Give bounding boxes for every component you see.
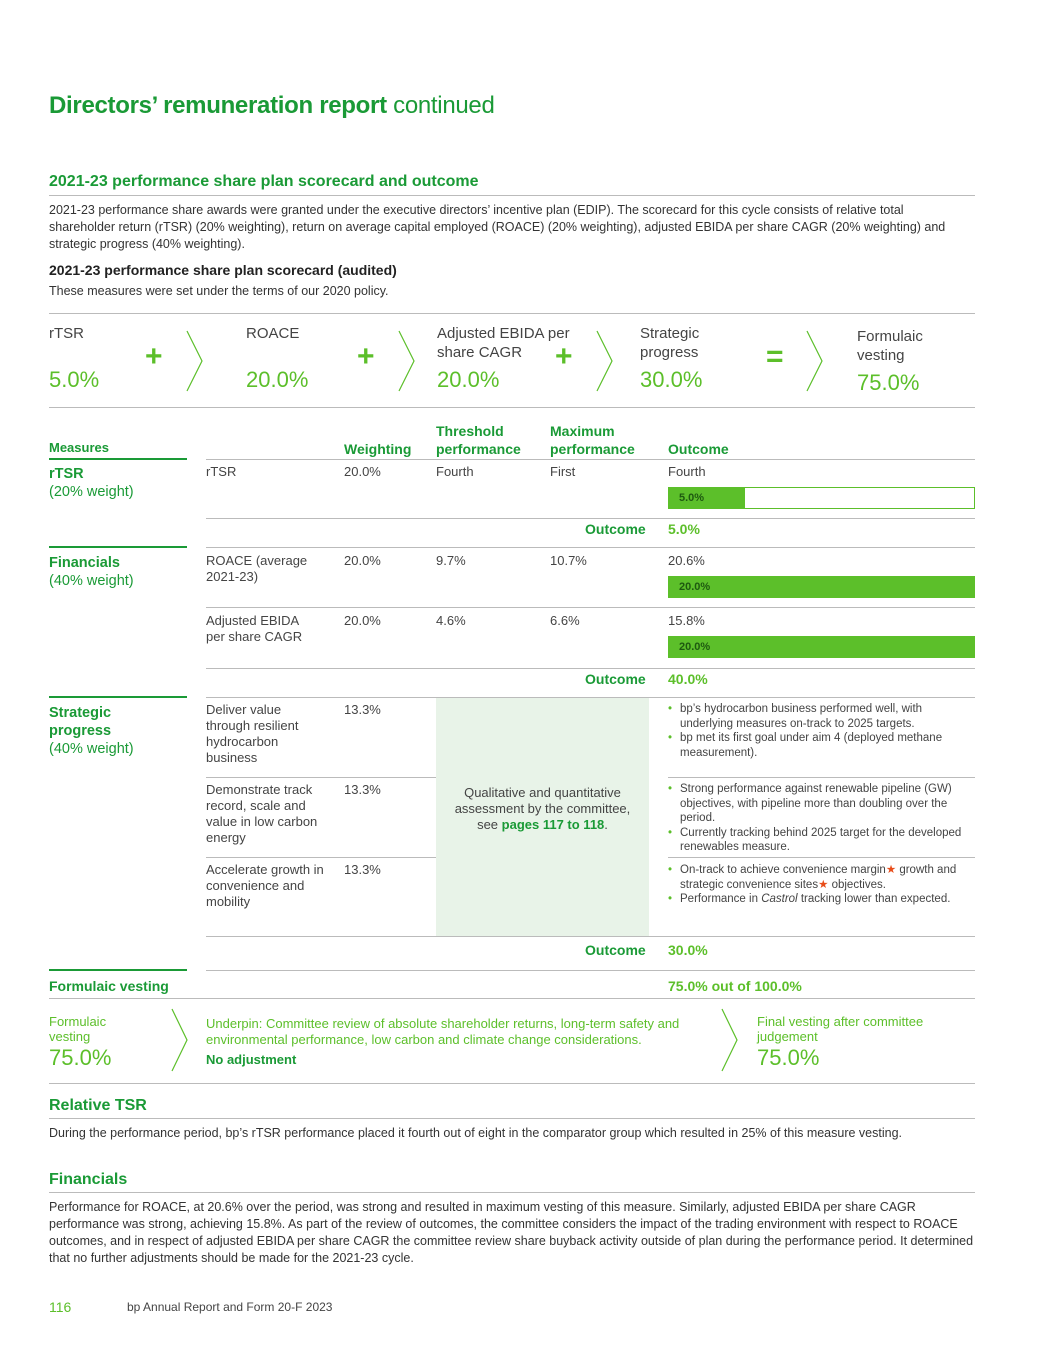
divider xyxy=(49,696,187,698)
row-weighting: 13.3% xyxy=(344,702,381,717)
star-icon: ★ xyxy=(818,878,829,891)
divider xyxy=(206,777,436,778)
bullet-item: • bp met its first goal under aim 4 (deployed methane measurement). xyxy=(668,731,968,760)
vesting-bar-label: 20.0% xyxy=(679,581,711,593)
row-outcome: 15.8% xyxy=(668,613,705,628)
chevron-right-icon xyxy=(595,330,615,392)
scorecard-value-roace: 20.0% xyxy=(246,367,309,392)
formulaic-vesting-value: 75.0% out of 100.0% xyxy=(668,978,802,994)
bullet-item: • bp’s hydrocarbon business performed well, with underlying measures on-track to 2025 targets. xyxy=(668,702,968,731)
group-title: Strategic progress xyxy=(49,705,112,739)
group-title: rTSR xyxy=(49,466,84,482)
scorecard-note: These measures were set under the terms of our 2020 policy. xyxy=(49,284,389,298)
vesting-bar-label: 5.0% xyxy=(679,492,705,504)
strip-right-label: Final vesting after committee judgement xyxy=(757,1014,924,1044)
row-weighting: 20.0% xyxy=(344,553,381,568)
group-weight: (40% weight) xyxy=(49,741,134,757)
row-outcome: 20.6% xyxy=(668,553,705,568)
star-icon: ★ xyxy=(885,864,897,876)
row-name: Adjusted EBIDA per share CAGR xyxy=(206,613,303,644)
title-bold: Directors’ remuneration report xyxy=(49,92,387,119)
financials-text: Performance for ROACE, at 20.6% over the period, was strong and resulted in maximum vesting of this measure. Similarly, adjusted EBIDA per share CAGR performance was strong, achieving 15.8%. As part of the review of outcomes, the committee considers the impact of the trading environment with respect to ROACE outcomes, and in respect of adjusted EBIDA per share CAGR the committee review share buyback activity outside of plan during the performance period. It determined that no further adjustments should be made for the 2021-23 cycle. xyxy=(49,1200,974,1265)
row-weighting: 20.0% xyxy=(344,613,381,628)
divider xyxy=(49,1192,975,1193)
vesting-bar-fill xyxy=(669,577,974,597)
chevron-right-icon xyxy=(805,330,825,392)
vesting-bar-rtsr xyxy=(668,487,975,509)
scorecard-value-rtsr: 5.0% xyxy=(49,367,100,392)
divider xyxy=(206,607,975,608)
strip-right-value: 75.0% xyxy=(757,1045,820,1070)
group-title: Financials xyxy=(49,555,120,571)
vesting-bar-roace xyxy=(668,576,975,598)
plus-icon: + xyxy=(555,340,573,373)
bullet-item: • Currently tracking behind 2025 target for the developed renewables measure. xyxy=(668,826,968,855)
row-maximum: First xyxy=(550,464,576,479)
strip-middle-bold: No adjustment xyxy=(206,1052,297,1067)
scorecard-label-rtsr: rTSR xyxy=(49,325,84,342)
row-name: ROACE (average 2021-23) xyxy=(206,553,308,584)
measure-group-rtsr xyxy=(49,465,134,501)
divider xyxy=(49,998,975,999)
bullet-list xyxy=(668,702,968,760)
vesting-bar-ebida xyxy=(668,636,975,658)
header-maximum: Maximum performance xyxy=(550,423,635,457)
outcome-value: 30.0% xyxy=(668,942,708,958)
divider xyxy=(49,546,187,548)
scorecard-subtitle: 2021-23 performance share plan scorecard (audited) xyxy=(49,262,397,278)
divider xyxy=(49,407,975,408)
bullet-text: tracking lower than expected. xyxy=(797,893,951,905)
divider xyxy=(49,969,187,971)
chevron-right-icon xyxy=(720,1008,740,1072)
qualitative-end: . xyxy=(604,817,608,832)
divider xyxy=(206,459,975,460)
plus-icon: + xyxy=(357,340,375,373)
row-threshold: 9.7% xyxy=(436,553,466,568)
divider xyxy=(206,857,436,858)
header-measures: Measures xyxy=(49,440,109,455)
row-name: rTSR xyxy=(206,464,237,479)
equals-icon: = xyxy=(766,340,784,373)
header-outcome: Outcome xyxy=(668,441,729,457)
footer-doc-title: bp Annual Report and Form 20-F 2023 xyxy=(127,1300,333,1314)
bullet-item xyxy=(668,863,968,892)
title-light: continued xyxy=(393,92,495,119)
bullet-text: growth and strategic convenience sites xyxy=(680,864,957,891)
row-weighting: 13.3% xyxy=(344,782,381,797)
vesting-bar-fill xyxy=(669,637,974,657)
outcome-value: 40.0% xyxy=(668,671,708,687)
chevron-right-icon xyxy=(397,330,417,392)
row-weighting: 20.0% xyxy=(344,464,381,479)
header-threshold: Threshold performance xyxy=(436,423,521,457)
divider xyxy=(49,1118,975,1119)
bullet-list xyxy=(668,863,968,907)
scorecard-value-ebida: 20.0% xyxy=(437,367,500,392)
page-title xyxy=(49,92,495,120)
divider xyxy=(49,195,975,196)
chevron-right-icon xyxy=(185,330,205,392)
divider xyxy=(206,547,975,548)
row-name: Deliver value through resilient hydrocarbon business xyxy=(206,702,299,765)
divider xyxy=(206,518,975,519)
formulaic-vesting-label: Formulaic vesting xyxy=(49,978,169,994)
qualitative-assessment-text xyxy=(446,785,639,833)
bullet-item xyxy=(668,892,968,907)
row-outcome: Fourth xyxy=(668,464,706,479)
divider xyxy=(206,970,975,971)
bullet-text: On-track to achieve convenience margin xyxy=(680,864,886,876)
section-title: 2021-23 performance share plan scorecard and outcome xyxy=(49,173,479,190)
outcome-label: Outcome xyxy=(585,671,646,687)
row-name: Accelerate growth in convenience and mobility xyxy=(206,862,324,909)
plus-icon: + xyxy=(145,340,163,373)
divider xyxy=(668,777,975,778)
bullet-text: objectives. xyxy=(828,878,886,891)
row-threshold: 4.6% xyxy=(436,613,466,628)
section-intro: 2021-23 performance share awards were granted under the executive directors’ incentive plan (EDIP). The scorecard for this cycle consists of relative total shareholder return (rTSR) (20% weighting), return on average capital employed (ROACE) (20% weighting), adjusted EBIDA per share CAGR (20% weighting) and strategic progress (40% weighting). xyxy=(49,203,946,251)
strip-middle-text: Underpin: Committee review of absolute shareholder returns, long-term safety and environmental performance, low carbon and climate change considerations. xyxy=(206,1016,680,1047)
row-threshold: Fourth xyxy=(436,464,474,479)
divider xyxy=(206,668,975,669)
row-maximum: 6.6% xyxy=(550,613,580,628)
outcome-label: Outcome xyxy=(585,521,646,537)
row-name: Demonstrate track record, scale and value in low carbon energy xyxy=(206,782,318,845)
page-number: 116 xyxy=(49,1299,72,1315)
strip-left-value: 75.0% xyxy=(49,1045,112,1070)
outcome-value: 5.0% xyxy=(668,521,700,537)
qualitative-see: see xyxy=(477,817,502,832)
group-weight: (40% weight) xyxy=(49,573,134,589)
relative-tsr-title: Relative TSR xyxy=(49,1097,147,1114)
scorecard-label-roace: ROACE xyxy=(246,325,300,342)
scorecard-label-ebida: Adjusted EBIDA per share CAGR xyxy=(437,325,570,361)
row-weighting: 13.3% xyxy=(344,862,381,877)
scorecard-label-formulaic: Formulaic vesting xyxy=(857,328,923,364)
strip-left-label: Formulaic vesting xyxy=(49,1014,107,1044)
divider xyxy=(49,1083,975,1084)
scorecard-value-strategic: 30.0% xyxy=(640,367,703,392)
row-maximum: 10.7% xyxy=(550,553,587,568)
financials-title: Financials xyxy=(49,1171,128,1188)
measure-group-strategic xyxy=(49,704,149,758)
divider xyxy=(206,936,975,937)
outcome-label: Outcome xyxy=(585,942,646,958)
scorecard-label-strategic: Strategic progress xyxy=(640,325,700,361)
vesting-bar-label: 20.0% xyxy=(679,641,711,653)
group-weight: (20% weight) xyxy=(49,484,134,500)
bullet-item: • Strong performance against renewable pipeline (GW) objectives, with pipeline more than doubling over the period. xyxy=(668,782,968,826)
pages-link[interactable]: pages 117 to 118 xyxy=(501,817,605,832)
bullet-text: Castrol xyxy=(761,893,798,905)
scorecard-value-formulaic: 75.0% xyxy=(857,370,920,395)
qualitative-text: Qualitative and quantitative assessment by the committee, xyxy=(454,785,631,816)
divider xyxy=(668,857,975,858)
divider xyxy=(49,313,975,314)
bullet-text: Performance in xyxy=(680,893,762,905)
bullet-list xyxy=(668,782,968,855)
relative-tsr-text: During the performance period, bp’s rTSR performance placed it fourth out of eight in the comparator group which resulted in 25% of this measure vesting. xyxy=(49,1126,902,1140)
chevron-right-icon xyxy=(170,1008,190,1072)
header-weighting: Weighting xyxy=(344,441,412,457)
divider xyxy=(49,458,187,460)
measure-group-financials xyxy=(49,554,134,590)
